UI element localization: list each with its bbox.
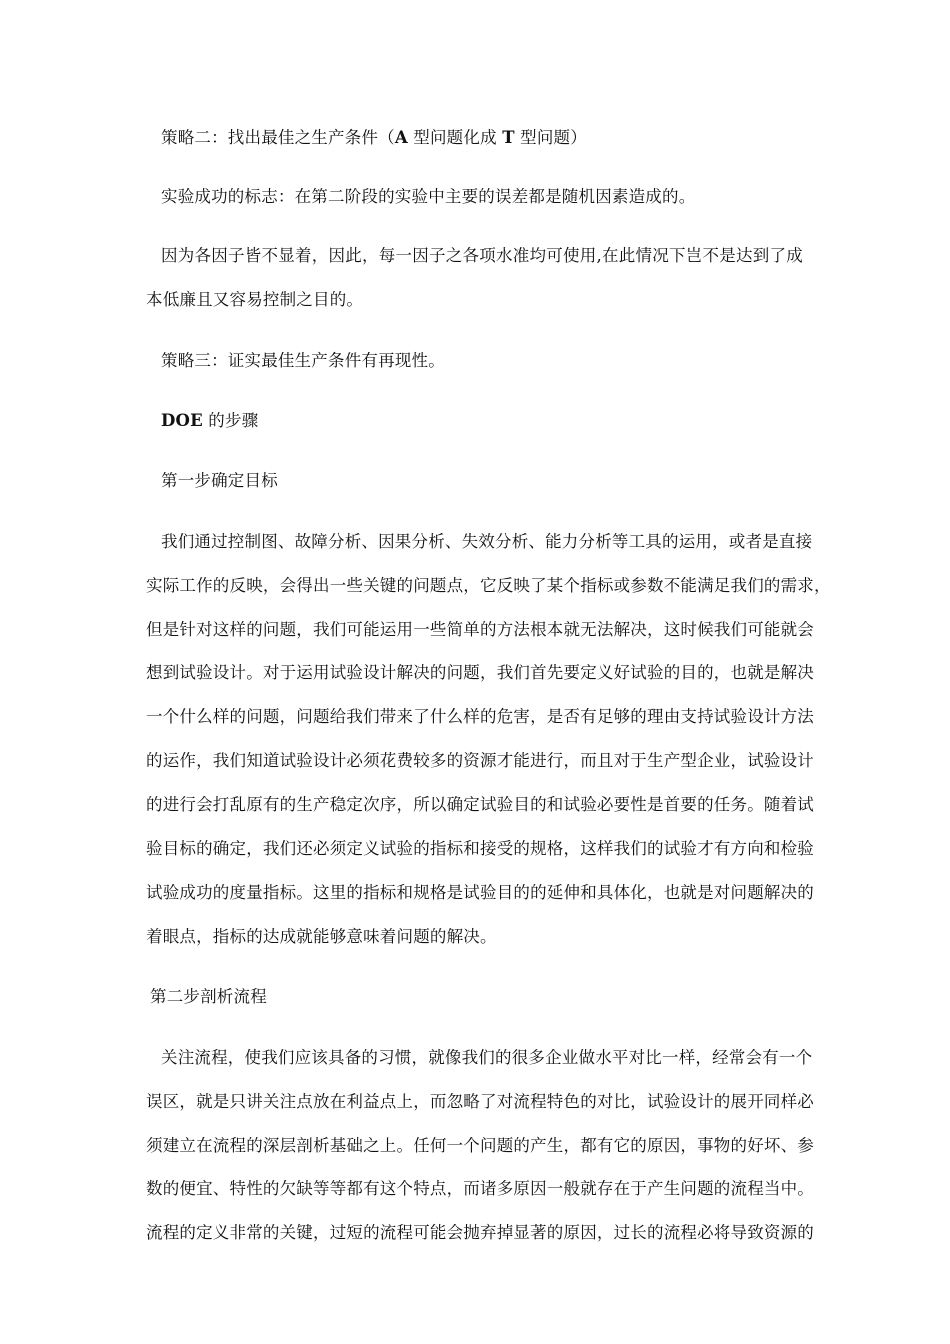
- factors-para-line-2: 本低廉且又容易控制之目的。: [146, 290, 364, 309]
- step2-para-line-3: 须建立在流程的深层剖析基础之上。任何一个问题的产生，都有它的原因，事物的好坏、参: [146, 1136, 814, 1155]
- step1-para-line-5: 一个什么样的问题，问题给我们带来了什么样的危害，是否有足够的理由支持试验设计方法: [146, 707, 814, 726]
- step1-para-line-2: 实际工作的反映，会得出一些关键的问题点，它反映了某个指标或参数不能满足我们的需求，: [146, 576, 831, 595]
- step2-para-line-2: 误区，就是只讲关注点放在利益点上，而忽略了对流程特色的对比，试验设计的展开同样必: [146, 1092, 814, 1111]
- strategy-3-heading: 策略三：证实最佳生产条件有再现性。: [161, 351, 445, 370]
- step1-para-line-3: 但是针对这样的问题，我们可能运用一些简单的方法根本就无法解决，这时候我们可能就会: [146, 620, 814, 639]
- step1-para-line-10: 着眼点，指标的达成就能够意味着问题的解决。: [146, 927, 497, 946]
- step1-para-line-8: 验目标的确定，我们还必须定义试验的指标和接受的规格，这样我们的试验才有方向和检验: [146, 839, 814, 858]
- step1-para-line-4: 想到试验设计。对于运用试验设计解决的问题，我们首先要定义好试验的目的，也就是解决: [146, 663, 814, 682]
- doe-steps-heading: DOE 的步骤: [161, 411, 259, 430]
- strategy-2-heading: 策略二：找出最佳之生产条件（A 型问题化成 T 型问题）: [161, 128, 587, 147]
- step1-para-line-1: 我们通过控制图、故障分析、因果分析、失效分析、能力分析等工具的运用，或者是直接: [161, 532, 813, 551]
- step-1-heading: 第一步确定目标: [161, 471, 278, 490]
- success-sign-line: 实验成功的标志：在第二阶段的实验中主要的误差都是随机因素造成的。: [161, 187, 696, 206]
- step2-para-line-1: 关注流程，使我们应该具备的习惯，就像我们的很多企业做水平对比一样，经常会有一个: [161, 1048, 813, 1067]
- step2-para-line-4: 数的便宜、特性的欠缺等等都有这个特点，而诸多原因一般就存在于产生问题的流程当中。: [146, 1179, 814, 1198]
- step1-para-line-6: 的运作，我们知道试验设计必须花费较多的资源才能进行，而且对于生产型企业，试验设计: [146, 751, 814, 770]
- step1-para-line-7: 的进行会打乱原有的生产稳定次序，所以确定试验目的和试验必要性是首要的任务。随着试: [146, 795, 814, 814]
- step2-para-line-5: 流程的定义非常的关键，过短的流程可能会抛弃掉显著的原因，过长的流程必将导致资源的: [146, 1223, 814, 1242]
- step-2-heading: 第二步剖析流程: [150, 987, 267, 1006]
- step1-para-line-9: 试验成功的度量指标。这里的指标和规格是试验目的的延伸和具体化，也就是对问题解决的: [146, 883, 814, 902]
- factors-para-line-1: 因为各因子皆不显着，因此，每一因子之各项水准均可使用,在此情况下岂不是达到了成: [161, 246, 803, 265]
